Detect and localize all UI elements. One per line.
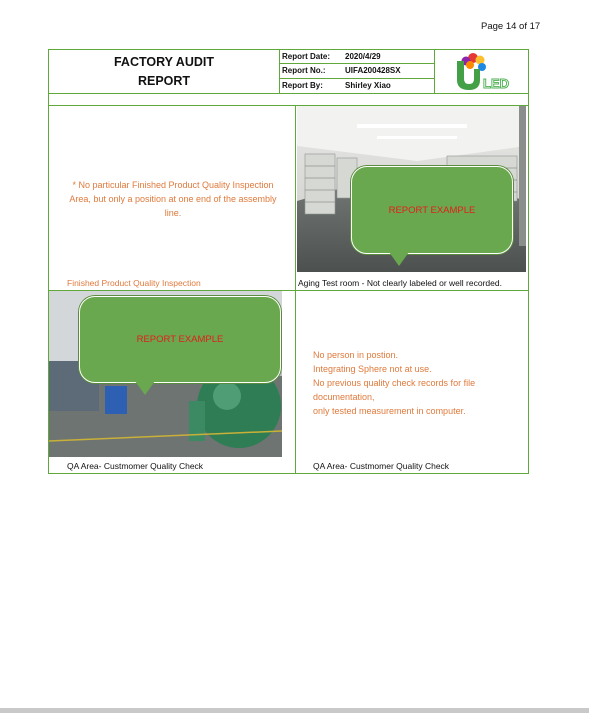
meta-value: 2020/4/29	[345, 52, 381, 62]
report-example-label: REPORT EXAMPLE	[136, 334, 224, 345]
report-meta-table	[280, 50, 435, 93]
spacer-row	[48, 94, 529, 106]
meta-label: Report No.:	[282, 66, 326, 76]
aging-test-room-caption: Aging Test room - Not clearly labeled or well recorded.	[298, 278, 502, 288]
report-title	[49, 50, 280, 93]
meta-value: UIFA200428SX	[345, 66, 401, 76]
svg-text:LED: LED	[482, 75, 509, 91]
meta-row-author	[280, 79, 434, 93]
bubble-tail	[389, 252, 409, 266]
photo-grid	[48, 106, 529, 474]
meta-row-number	[280, 64, 434, 78]
qa-note-line: No previous quality check records for file documentation,	[313, 378, 476, 402]
meta-label: Report Date:	[282, 52, 331, 62]
meta-row-date	[280, 50, 434, 64]
report-header	[48, 49, 529, 94]
finished-product-note: * No particular Finished Product Quality Inspection Area, but only a position at one end of the assembly line.	[69, 180, 277, 218]
qa-note-line: Integrating Sphere not at use.	[313, 364, 432, 374]
qa-area-caption-left: QA Area- Custmomer Quality Check	[67, 461, 204, 471]
bubble-tail	[135, 381, 155, 395]
meta-value: Shirley Xiao	[345, 81, 391, 91]
finished-product-caption: Finished Product Quality Inspection	[67, 278, 201, 288]
qa-note-line: only tested measurement in computer.	[313, 406, 466, 416]
company-logo	[435, 50, 528, 93]
report-example-bubble	[79, 296, 281, 383]
report-title-line1: FACTORY AUDIT	[113, 54, 214, 69]
page-bottom-rule	[0, 708, 589, 713]
report-example-label: REPORT EXAMPLE	[388, 204, 476, 216]
qa-note-line: No person in postion.	[313, 350, 399, 360]
report-title-line2: REPORT	[137, 73, 191, 88]
page-number: Page 14 of 17	[481, 21, 541, 32]
report-example-bubble	[351, 166, 513, 254]
uled-logo-icon	[447, 51, 517, 93]
qa-area-notes	[313, 348, 513, 418]
meta-label: Report By:	[282, 81, 323, 91]
qa-area-caption-right: QA Area- Custmomer Quality Check	[313, 461, 450, 471]
